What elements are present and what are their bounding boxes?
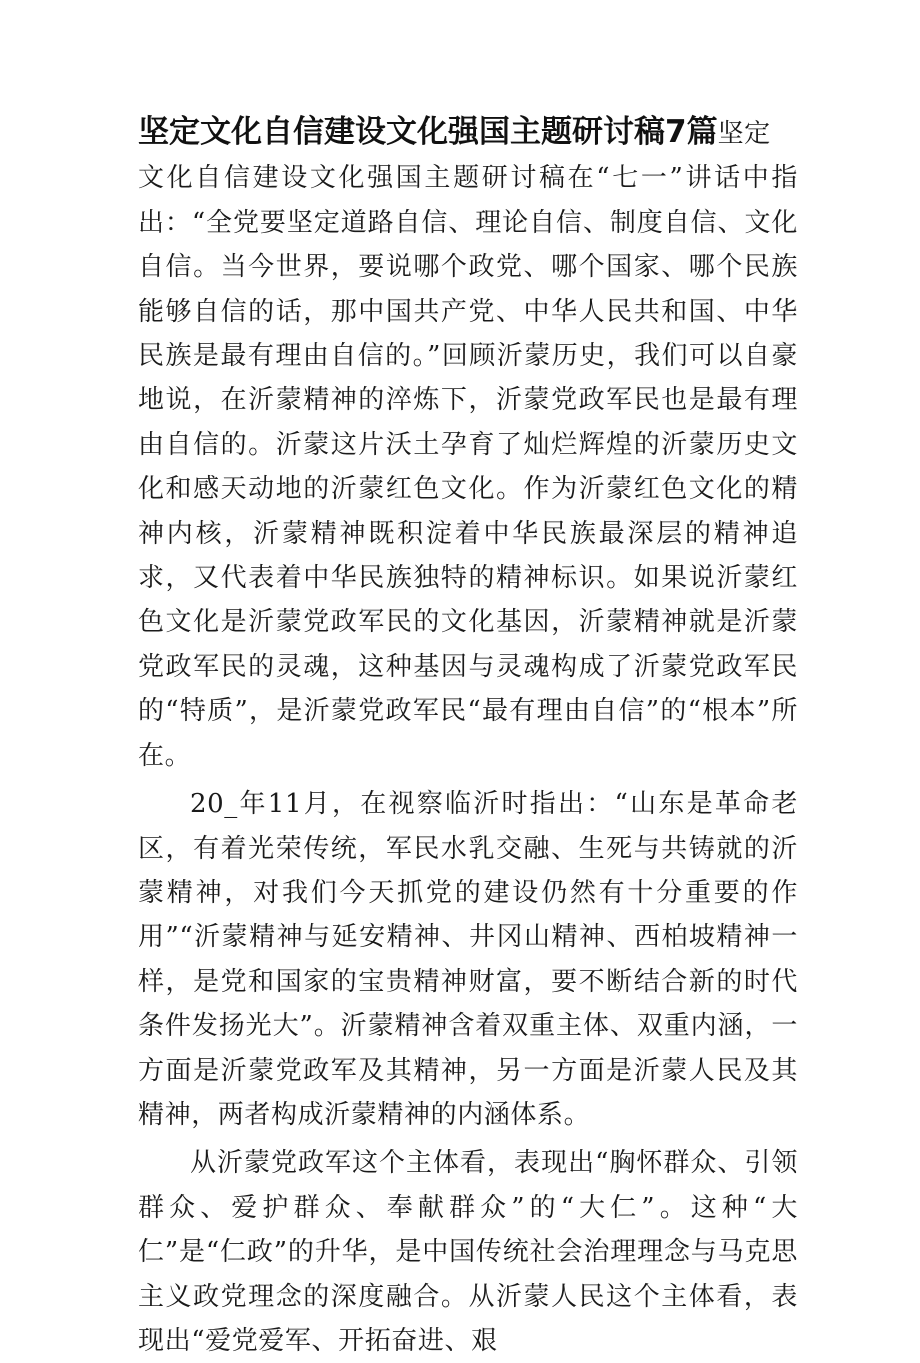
title-tail-text: 坚定	[717, 119, 771, 149]
document-body	[138, 110, 798, 1363]
paragraph-2: 20_年11月，在视察临沂时指出：“山东是革命老区，有着光荣传统，军民水乳交融、生死与共铸就的沂蒙精神，对我们今天抓党的建设仍然有十分重要的作用”“沂蒙精神与延安精神、井冈山精神、西柏坡精神一样，是党和国家的宝贵精神财富，要不断结合新的时代条件发扬光大”。沂蒙精神含着双重主体、双重内涵，一方面是沂蒙党政军及其精神，另一方面是沂蒙人民及其精神，两者构成沂蒙精神的内涵体系。	[138, 789, 798, 1130]
paragraph-1: 文化自信建设文化强国主题研讨稿在“七一”讲话中指出：“全党要坚定道路自信、理论自信、制度自信、文化自信。当今世界，要说哪个政党、哪个国家、哪个民族能够自信的话，那中国共产党、中华人民共和国、中华民族是最有理由自信的。”回顾沂蒙历史，我们可以自豪地说，在沂蒙精神的淬炼下，沂蒙党政军民也是最有理由自信的。沂蒙这片沃土孕育了灿烂辉煌的沂蒙历史文化和感天动地的沂蒙红色文化。作为沂蒙红色文化的精神内核，沂蒙精神既积淀着中华民族最深层的精神追求，又代表着中华民族独特的精神标识。如果说沂蒙红色文化是沂蒙党政军民的文化基因，沂蒙精神就是沂蒙党政军民的灵魂，这种基因与灵魂构成了沂蒙党政军民的“特质”，是沂蒙党政军民“最有理由自信”的“根本”所在。	[138, 163, 798, 771]
title-line	[138, 110, 798, 156]
document-title: 坚定文化自信建设文化强国主题研讨稿7篇	[138, 114, 718, 150]
paragraph-3: 从沂蒙党政军这个主体看，表现出“胸怀群众、引领群众、爱护群众、奉献群众”的“大仁”。这种“大仁”是“仁政”的升华，是中国传统社会治理理念与马克思主义政党理念的深度融合。从沂蒙人民这个主体看，表现出“爱党爱军、开拓奋进、艰	[138, 1148, 798, 1356]
